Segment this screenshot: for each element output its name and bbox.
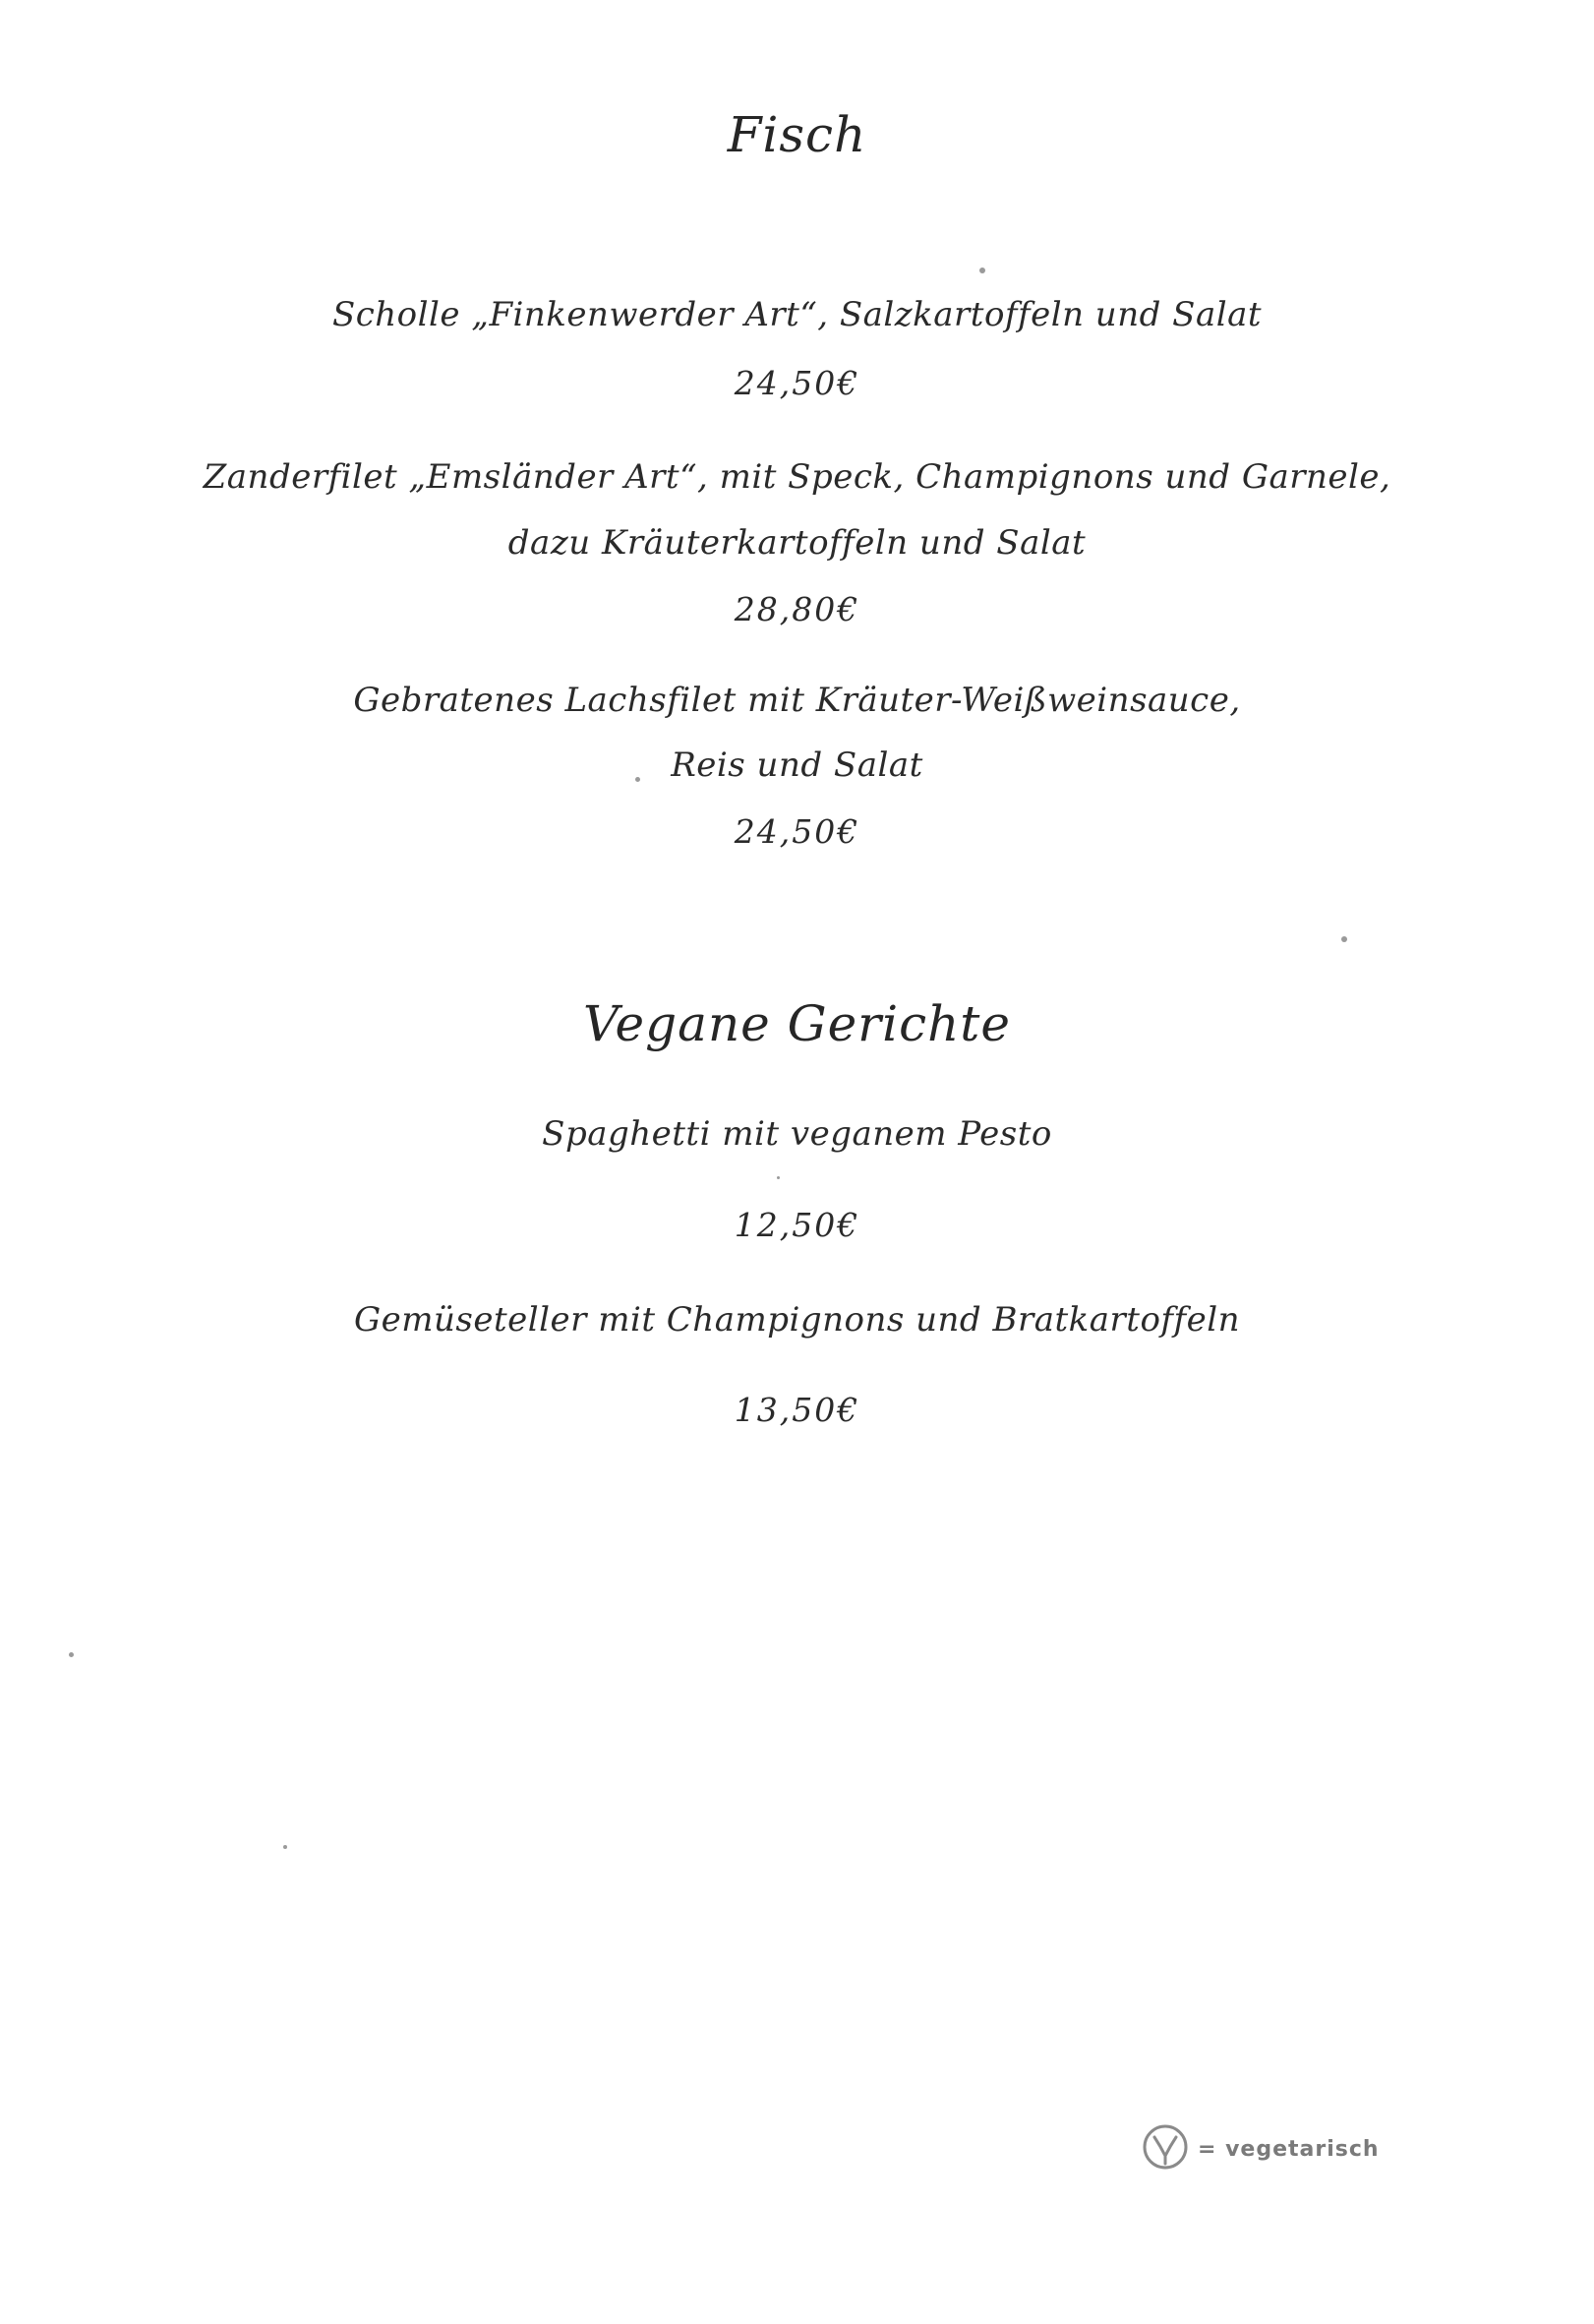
scan-speck [69,1652,74,1657]
dish-lachsfilet-line-2: Reis und Salat [671,745,923,785]
dish-zanderfilet-price: 28,80€ [734,590,860,628]
vegetarian-legend [1141,2124,1380,2174]
section-title-fisch: Fisch [727,106,867,163]
dish-zanderfilet-line-1: Zanderfilet „Emsländer Art“, mit Speck, Champignons und Garnele, [203,457,1391,497]
dish-zanderfilet-line-2: dazu Kräuterkartoffeln und Salat [507,523,1087,563]
dish-gemueseteller-line-1: Gemüseteller mit Champignons und Bratkartoffeln [354,1300,1240,1340]
dish-scholle-line-1: Scholle „Finkenwerder Art“, Salzkartoffeln und Salat [331,295,1263,334]
scan-speck [1341,936,1347,942]
dish-lachsfilet-line-1: Gebratenes Lachsfilet mit Kräuter-Weißweinsauce, [353,681,1241,720]
dish-lachsfilet-price: 24,50€ [734,812,860,851]
dish-spaghetti-line-1: Spaghetti mit veganem Pesto [542,1114,1052,1154]
vegetarian-icon [1141,2122,1190,2175]
dish-gemueseteller-price: 13,50€ [734,1391,860,1429]
dish-scholle-price: 24,50€ [734,364,860,402]
scan-speck [777,1176,780,1179]
scan-speck [979,268,985,273]
dish-spaghetti-price: 12,50€ [734,1206,860,1244]
section-title-vegan: Vegane Gerichte [583,995,1011,1052]
scan-speck [635,777,640,782]
scan-speck [283,1845,287,1849]
vegetarian-legend-text: = vegetarisch [1198,2136,1380,2162]
